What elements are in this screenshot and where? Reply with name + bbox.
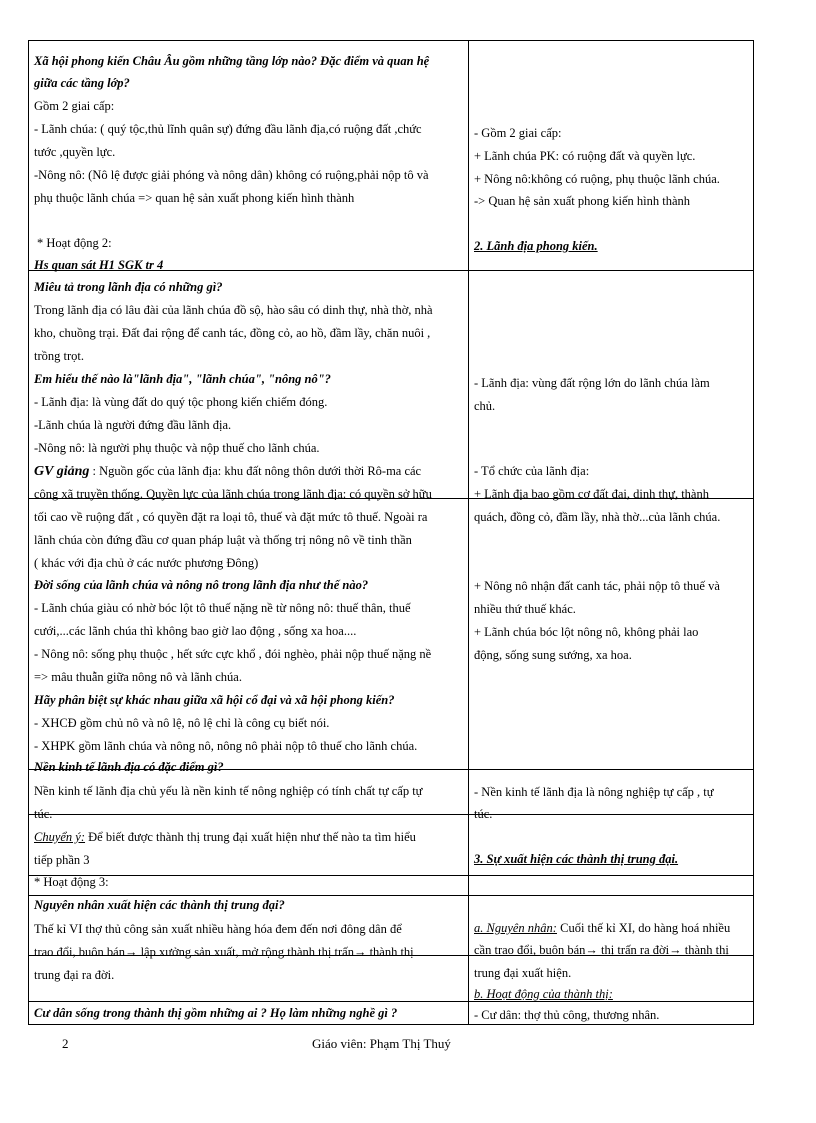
question-heading: giữa các tầng lớp? xyxy=(34,76,130,90)
summary-line: túc. xyxy=(474,807,493,821)
row-divider xyxy=(29,895,753,896)
column-divider xyxy=(468,41,469,1024)
summary-line: - Lãnh địa: vùng đất rộng lớn do lãnh chúa làm xyxy=(474,376,710,390)
text-span: : Nguồn gốc của lãnh địa: khu đất nông thôn dưới thời Rô-ma các xyxy=(92,464,422,478)
activity-label: * Hoạt động 2: xyxy=(37,236,112,250)
summary-line: nhiều thứ thuế khác. xyxy=(474,602,576,616)
teacher-explains-label: GV giảng xyxy=(34,464,90,479)
summary-line: trung đại xuất hiện. xyxy=(474,966,572,980)
row-divider xyxy=(29,1001,753,1002)
row-divider xyxy=(29,814,753,815)
summary-line: + Nông nô nhận đất canh tác, phải nộp tô thuế và xyxy=(474,579,720,593)
question-heading: Hs quan sát H1 SGK tr 4 xyxy=(34,258,164,272)
activity-heading: * Hoạt động 3: xyxy=(34,875,109,889)
lesson-table xyxy=(28,40,754,1025)
question-heading: Hãy phân biệt sự khác nhau giữa xã hội cổ đại và xã hội phong kiến? xyxy=(34,693,395,707)
text-line: trao đổi, buôn bán→ lập xưởng sản xuất, mở rộng thành thị trấn→ thành thị xyxy=(34,945,414,959)
question-heading: Miêu tả trong lãnh địa có những gì? xyxy=(34,280,223,294)
summary-line: động, sống sung sướng, xa hoa. xyxy=(474,648,632,662)
question-heading: Nền kinh tế lãnh địa có đặc điểm gì? xyxy=(34,760,224,774)
text-line: tiếp phần 3 xyxy=(34,853,90,867)
text-line: - XHCĐ gồm chủ nô và nô lệ, nô lệ chỉ là công cụ biết nói. xyxy=(34,716,330,730)
text-line: Trong lãnh địa có lâu đài của lãnh chúa đồ sộ, hào sâu có dinh thự, nhà thờ, nhà xyxy=(34,303,433,317)
page-number: 2 xyxy=(62,1036,69,1051)
text-line xyxy=(34,830,416,845)
summary-line: chủ. xyxy=(474,399,496,413)
footer-teacher: Giáo viên: Phạm Thị Thuý xyxy=(312,1036,451,1051)
text-line: cưới,...các lãnh chúa thì không bao giờ lao động , sống xa hoa.... xyxy=(34,624,357,638)
text-line: - Lãnh chúa: ( quý tộc,thủ lĩnh quân sự) đứng đầu lãnh địa,có ruộng đất ,chức xyxy=(34,122,422,136)
text-line: -Nông nô: (Nô lệ được giải phóng và nông dân) không có ruộng,phải nộp tô và xyxy=(34,168,429,182)
section-heading: 3. Sự xuất hiện các thành thị trung đại. xyxy=(474,852,679,866)
summary-line: + Nông nô:không có ruộng, phụ thuộc lãnh chúa. xyxy=(474,172,720,186)
text-line: -Lãnh chúa là người đứng đầu lãnh địa. xyxy=(34,418,232,432)
summary-line xyxy=(474,921,730,936)
text-line: - Lãnh địa: là vùng đất do quý tộc phong kiến chiếm đóng. xyxy=(34,395,328,409)
summary-line: quách, đồng cỏ, đầm lầy, nhà thờ...của lãnh chúa. xyxy=(474,510,721,524)
text-line: tước ,quyền lực. xyxy=(34,145,116,159)
summary-line: - Cư dân: thợ thủ công, thương nhân. xyxy=(474,1008,660,1022)
transition-label: Chuyển ý: xyxy=(34,830,86,844)
summary-line: + Lãnh địa bao gồm cơ đất đai, dinh thự, thành xyxy=(474,487,709,501)
summary-line: -> Quan hệ sản xuất phong kiến hình thành xyxy=(474,194,691,208)
text-line: Gồm 2 giai cấp: xyxy=(34,99,115,113)
summary-line: + Lãnh chúa bóc lột nông nô, không phải lao xyxy=(474,625,699,639)
text-line: trồng trọt. xyxy=(34,349,84,363)
text-line: trung đại ra đời. xyxy=(34,968,115,982)
text-line: - XHPK gồm lãnh chúa và nông nô, nông nô phải nộp tô thuế cho lãnh chúa. xyxy=(34,739,418,753)
text-span: Để biết được thành thị trung đại xuất hiện như thế nào ta tìm hiểu xyxy=(88,830,416,844)
cause-label: a. Nguyên nhân: xyxy=(474,921,557,935)
text-line: -Nông nô: là người phụ thuộc và nộp thuế cho lãnh chúa. xyxy=(34,441,320,455)
text-line: công xã truyền thống. Quyền lực của lãnh chúa trong lãnh địa: có quyền sở hữu xyxy=(34,487,432,501)
activity-heading xyxy=(37,236,112,251)
text-line: - Lãnh chúa giàu có nhờ bóc lột tô thuế nặng nề từ nông nô: thuế thân, thuế xyxy=(34,601,411,615)
question-heading: Cư dân sống trong thành thị gồm những ai ? Họ làm những nghề gì ? xyxy=(34,1006,398,1020)
text-line: túc. xyxy=(34,807,53,821)
question-heading: Nguyên nhân xuất hiện các thành thị trung đại? xyxy=(34,898,285,912)
text-line: phụ thuộc lãnh chúa => quan hệ sản xuất phong kiến hình thành xyxy=(34,191,355,205)
question-heading: Đời sống của lãnh chúa và nông nô trong lãnh địa như thế nào? xyxy=(34,578,369,592)
section-heading: 2. Lãnh địa phong kiến. xyxy=(474,239,598,253)
text-line xyxy=(34,464,421,479)
text-span: Cuối thế kỉ XI, do hàng hoá nhiều xyxy=(560,921,731,935)
summary-line: - Tổ chức của lãnh địa: xyxy=(474,464,590,478)
question-heading: Xã hội phong kiến Châu Âu gồm những tầng lớp nào? Đặc điểm và quan hệ xyxy=(34,54,430,68)
text-line: - Nông nô: sống phụ thuộc , hết sức cực khổ , đói nghèo, phải nộp thuế nặng nề xyxy=(34,647,432,661)
text-line: Thế kỉ VI thợ thủ công sản xuất nhiều hàng hóa đem đến nơi đông dân để xyxy=(34,922,402,936)
question-heading: Em hiểu thế nào là"lãnh địa", "lãnh chúa", "nông nô"? xyxy=(34,372,331,386)
summary-line: + Lãnh chúa PK: có ruộng đất và quyền lực. xyxy=(474,149,696,163)
text-line: kho, chuồng trại. Đất đai rộng để canh tác, đồng cỏ, ao hồ, đầm lầy, chăn nuôi , xyxy=(34,326,431,340)
summary-line: cần trao đổi, buôn bán→ thị trấn ra đời→ thành thị xyxy=(474,943,729,957)
summary-line: - Nền kinh tế lãnh địa là nông nghiệp tự cấp , tự xyxy=(474,785,714,799)
row-divider xyxy=(29,875,753,876)
text-line: ( khác với địa chủ ở các nước phương Đông) xyxy=(34,556,259,570)
text-line: => mâu thuẫn giữa nông nô và lãnh chúa. xyxy=(34,670,242,684)
summary-line: - Gồm 2 giai cấp: xyxy=(474,126,562,140)
subsection-heading: b. Hoạt động của thành thị: xyxy=(474,987,613,1001)
text-line: lãnh chúa còn đứng đầu cơ quan pháp luật và thống trị nông nô về tinh thần xyxy=(34,533,412,547)
text-line: Nền kinh tế lãnh địa chủ yếu là nền kinh tế nông nghiệp có tính chất tự cấp tự xyxy=(34,784,423,798)
text-line: tối cao về ruộng đất , có quyền đặt ra loại tô, thuế và đặt mức tô thuế. Ngoài ra xyxy=(34,510,428,524)
